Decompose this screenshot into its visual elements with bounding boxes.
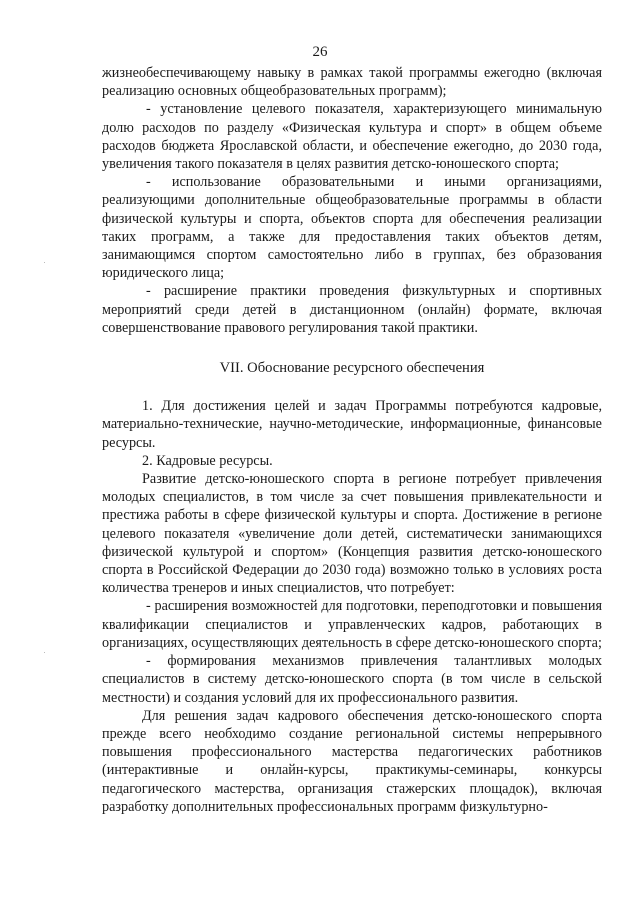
- paragraph-staff-solutions: Для решения задач кадрового обеспечения детско-юношеского спорта прежде всего необходимо создание региональной системы непрерывного повышения профессионального мастерства педагогических работников (интерактивные и онлайн-курсы, практикумы-семинары, конкурсы педагогического мастерства, организация стажерских площадок), включая разработку дополнительных профессиональных программ физкультурно-: [102, 707, 602, 815]
- paragraph-staff-heading: 2. Кадровые ресурсы.: [142, 452, 273, 469]
- paragraph-continuation: жизнеобеспечивающему навыку в рамках такой программы ежегодно (включая реализацию основных общеобразовательных программ);: [102, 65, 602, 100]
- page-number: 26: [312, 44, 328, 60]
- list-item-sport-facilities: - использование образовательными и иными организациями, реализующими дополнительные общеобразовательные программы в области физической культуры и спорта, объектов спорта для обеспечения реализации таких программ, а также для предоставления таких объектов детям, занимающимся спортом самостоятельно либо в группах, без образования юридического лица;: [102, 174, 602, 282]
- paragraph-resources: 1. Для достижения целей и задач Программы потребуются кадровые, материально-технические, научно-методические, информационные, финансовые ресурсы.: [102, 398, 602, 451]
- scan-speck: [44, 262, 45, 263]
- list-item-talent: - формирования механизмов привлечения талантливых молодых специалистов в систему детско-юношеского спорта (в том числе в сельской местности) и создания условий для их профессионального развития.: [102, 653, 602, 706]
- list-item-online-events: - расширение практики проведения физкультурных и спортивных мероприятий среди детей в дистанционном (онлайн) формате, включая совершенствование правового регулирования такой практики.: [102, 283, 602, 336]
- section-title: VII. Обоснование ресурсного обеспечения: [219, 360, 485, 377]
- document-body: [102, 64, 602, 816]
- list-item-training: - расширения возможностей для подготовки, переподготовки и повышения квалификации специалистов и управленческих кадров, работающих в организациях, осуществляющих деятельность в сфере детско-юношеского спорта;: [102, 598, 602, 651]
- paragraph-staff-development: Развитие детско-юношеского спорта в регионе потребует привлечения молодых специалистов, в том числе за счет повышения привлекательности и престижа работы в сфере физической культуры и спорта. Достижение в регионе целевого показателя «увеличение доли детей, систематически занимающихся физической культурой и спортом» (Концепция развития детско-юношеского спорта в Российской Федерации до 2030 года) возможно только в условиях роста количества тренеров и иных специалистов, что потребует:: [102, 471, 602, 597]
- list-item-target-indicator: - установление целевого показателя, характеризующего минимальную долю расходов по разделу «Физическая культура и спорт» в общем объеме расходов бюджета Ярославской области, и обеспечение ежегодно, до 2030 года, увеличения такого показателя в целях развития детско-юношеского спорта;: [102, 101, 602, 173]
- scan-speck: [44, 652, 45, 653]
